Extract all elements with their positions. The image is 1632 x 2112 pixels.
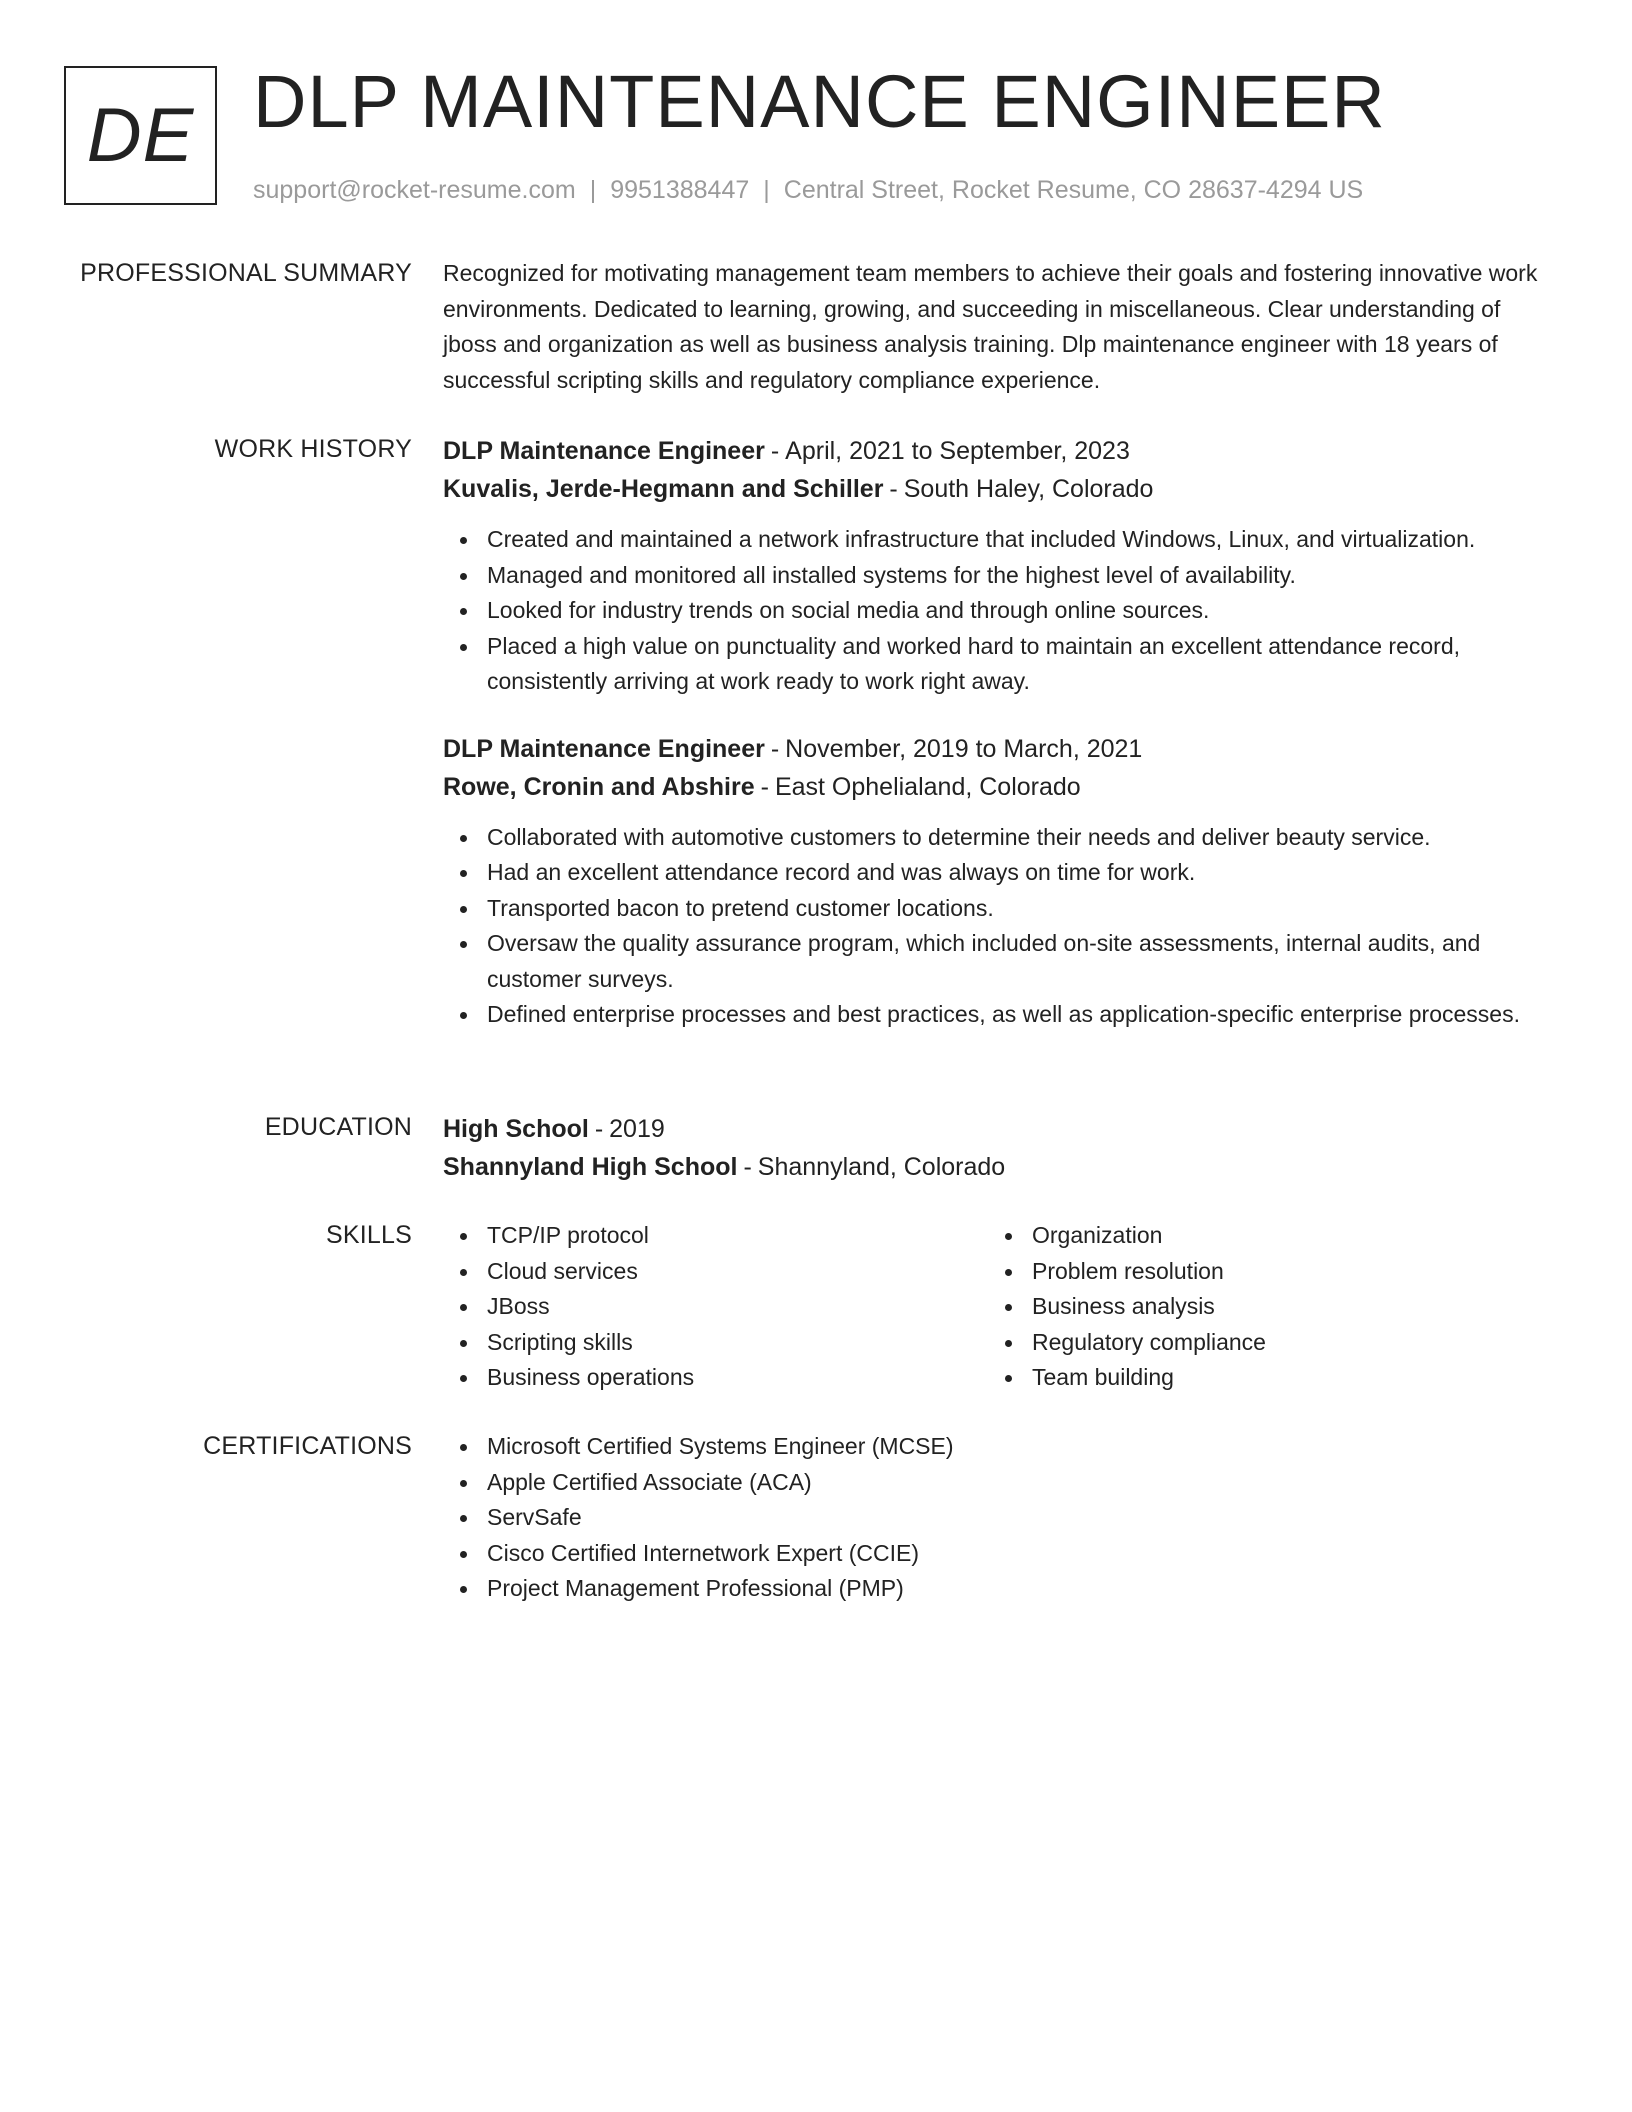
certifications-heading: CERTIFICATIONS (203, 1432, 412, 1460)
skill-item: Regulatory compliance (988, 1325, 1533, 1361)
job-role: DLP Maintenance Engineer (443, 437, 765, 465)
job-location: South Haley, Colorado (903, 475, 1154, 503)
skill-item: Team building (988, 1360, 1533, 1396)
education-school-line: Shannyland High School - Shannyland, Colorado (443, 1153, 1006, 1181)
skill-item: JBoss (443, 1289, 988, 1325)
skill-item: Cloud services (443, 1254, 988, 1290)
job-bullet: Collaborated with automotive customers to determine their needs and deliver beauty service. (443, 820, 1558, 856)
certification-item: Cisco Certified Internetwork Expert (CCIE) (443, 1536, 1558, 1572)
monogram-badge (64, 66, 217, 205)
skill-item: Business analysis (988, 1289, 1533, 1325)
contact-separator: | (763, 176, 770, 204)
certification-item: Apple Certified Associate (ACA) (443, 1465, 1558, 1501)
job-location: East Ophelialand, Colorado (774, 772, 1081, 801)
job-bullet: Transported bacon to pretend customer locations. (443, 891, 1558, 927)
skills-list-left (443, 1218, 988, 1396)
job-bullet: Placed a high value on punctuality and worked hard to maintain an excellent attendance record, consistently arriving at work ready to work right away. (443, 629, 1558, 700)
education-degree-line: High School - 2019 (443, 1115, 665, 1143)
job-company: Rowe, Cronin and Abshire (443, 772, 755, 801)
summary-text: Recognized for motivating management team members to achieve their goals and fostering innovative work environments. Dedicated to learning, growing, and succeeding in miscellaneous. Clear understanding of jboss and organization as well as business analysis training. Dlp maintenance engineer with 18 years of successful scripting skills and regulatory compliance experience. (443, 260, 1538, 393)
job-role-line: DLP Maintenance Engineer - November, 2019 to March, 2021 (443, 734, 1143, 763)
job-dates: April, 2021 to September, 2023 (785, 437, 1130, 465)
job-bullet: Defined enterprise processes and best practices, as well as application-specific enterprise processes. (443, 997, 1558, 1033)
job-company-line: Rowe, Cronin and Abshire - East Ophelialand, Colorado (443, 772, 1081, 801)
skill-item: Problem resolution (988, 1254, 1533, 1290)
certification-item: ServSafe (443, 1500, 1558, 1536)
job-bullets (443, 522, 1558, 700)
job-bullets (443, 820, 1558, 1033)
job-role: DLP Maintenance Engineer (443, 734, 765, 763)
job-bullet: Managed and monitored all installed systems for the highest level of availability. (443, 558, 1558, 594)
skill-item: Business operations (443, 1360, 988, 1396)
education-year: 2019 (609, 1115, 665, 1143)
education-heading: EDUCATION (264, 1113, 412, 1141)
contact-email[interactable]: support@rocket-resume.com (253, 176, 576, 204)
job-bullet: Oversaw the quality assurance program, which included on-site assessments, internal audits, and customer surveys. (443, 926, 1558, 997)
certification-item: Microsoft Certified Systems Engineer (MCSE) (443, 1429, 1558, 1465)
job-bullet: Created and maintained a network infrastructure that included Windows, Linux, and virtualization. (443, 522, 1558, 558)
job-bullet: Had an excellent attendance record and was always on time for work. (443, 855, 1558, 891)
education-degree: High School (443, 1115, 589, 1143)
education-school: Shannyland High School (443, 1153, 738, 1181)
skill-item: TCP/IP protocol (443, 1218, 988, 1254)
contact-phone[interactable]: 9951388447 (610, 176, 750, 204)
skill-item: Organization (988, 1218, 1533, 1254)
certification-item: Project Management Professional (PMP) (443, 1571, 1558, 1607)
contact-address: Central Street, Rocket Resume, CO 28637-4294 US (783, 176, 1364, 204)
contact-separator: | (589, 176, 597, 204)
job-entry (443, 730, 1558, 1033)
summary-heading: PROFESSIONAL SUMMARY (80, 259, 412, 287)
skill-item: Scripting skills (443, 1325, 988, 1361)
resume-title: DLP MAINTENANCE ENGINEER (253, 60, 1386, 143)
skills-list-right (988, 1218, 1533, 1396)
job-company: Kuvalis, Jerde-Hegmann and Schiller (443, 475, 884, 503)
job-company-line: Kuvalis, Jerde-Hegmann and Schiller - South Haley, Colorado (443, 475, 1154, 503)
contact-line (253, 174, 1363, 206)
job-dates: November, 2019 to March, 2021 (785, 734, 1143, 763)
work-history-heading: WORK HISTORY (214, 435, 412, 463)
job-entry (443, 432, 1558, 700)
job-role-line: DLP Maintenance Engineer - April, 2021 to September, 2023 (443, 437, 1130, 465)
skills-heading: SKILLS (326, 1221, 412, 1249)
job-bullet: Looked for industry trends on social media and through online sources. (443, 593, 1558, 629)
monogram-initials: DE (86, 92, 195, 178)
education-location: Shannyland, Colorado (757, 1153, 1006, 1181)
certifications-list (443, 1429, 1558, 1607)
